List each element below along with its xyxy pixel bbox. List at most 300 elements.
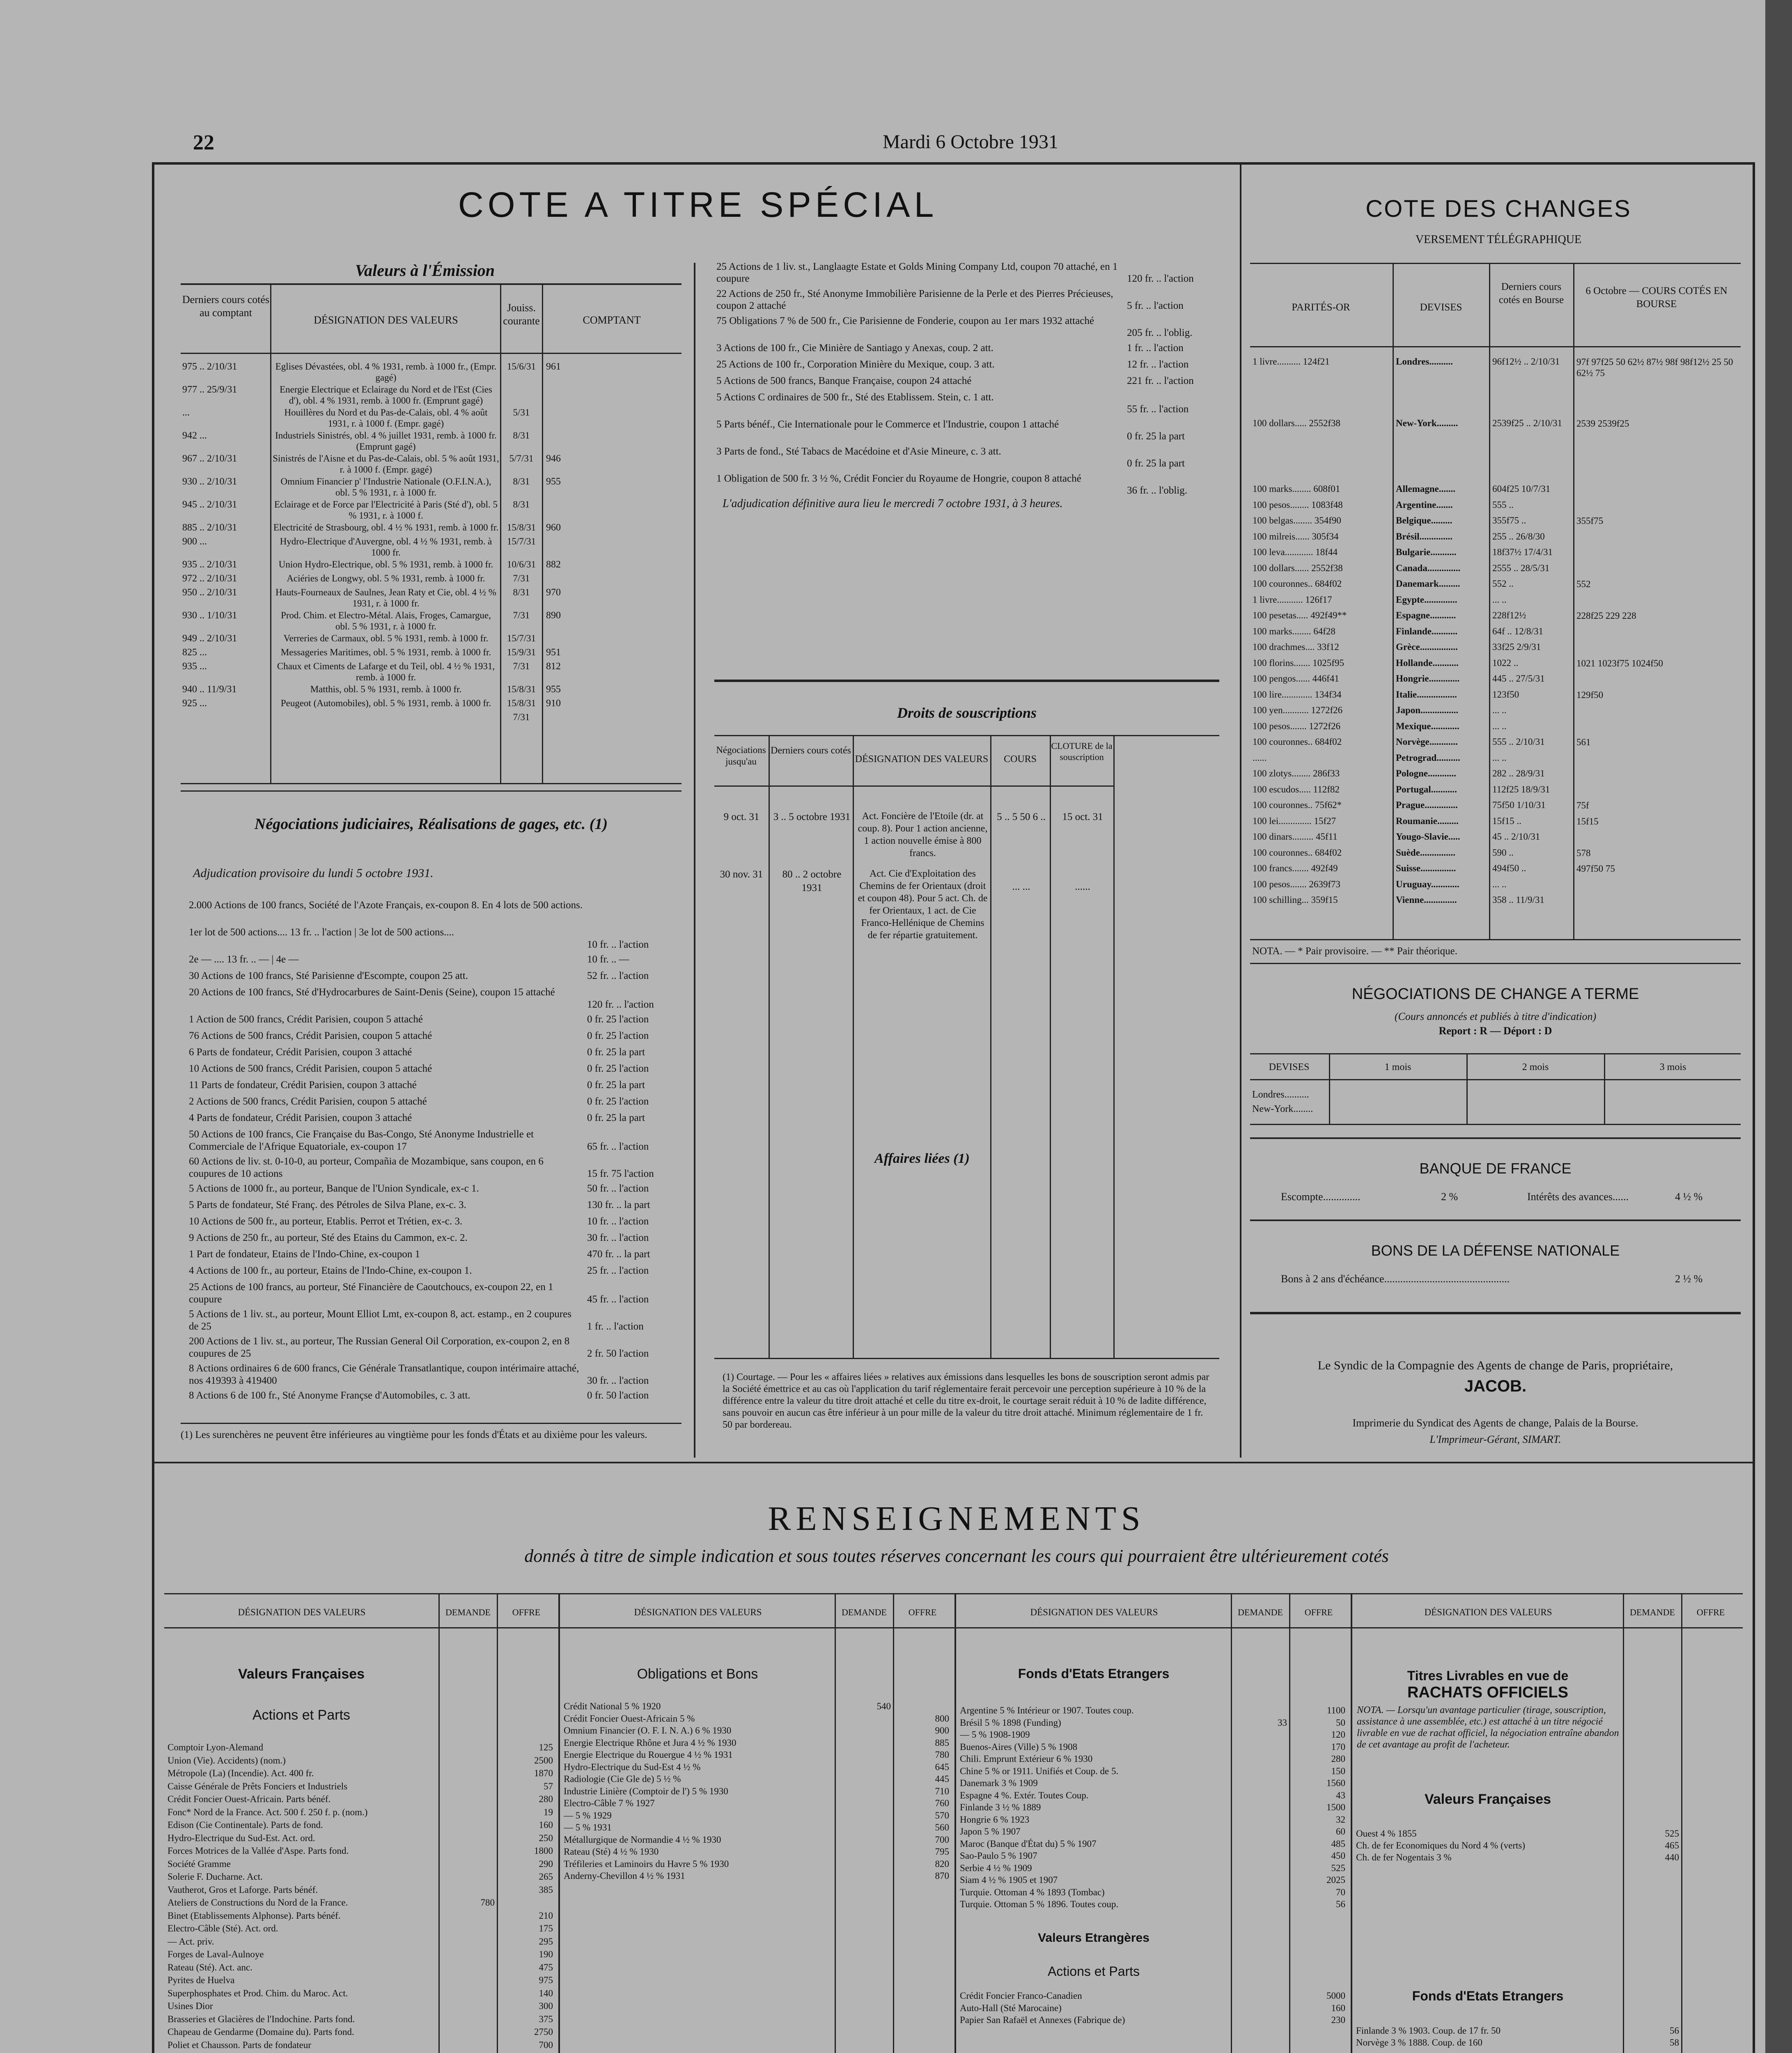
judiciaire-line-text: 1 Part de fondateur, Etains de l'Indo-Chine, ex-coupon 1 — [189, 1249, 420, 1260]
rens-row-offre: 450 — [1331, 1851, 1345, 1861]
rens-row-name: Brasseries et Glacières de l'Indochine. Parts fond. — [167, 2014, 355, 2024]
rens-row-name: Papier San Rafaël et Annexes (Fabrique de) — [960, 2015, 1125, 2025]
emission-row-jouiss: 15/8/31 — [507, 684, 536, 694]
changes-row-derniers: 590 .. — [1492, 847, 1514, 858]
banque-title: BANQUE DE FRANCE — [1419, 1160, 1572, 1177]
middle-line-price: 55 fr. .. l'action — [1127, 404, 1189, 415]
changes-row-cours: 1021 1023f75 1024f50 — [1576, 658, 1663, 668]
rens-row-offre: 43 — [1336, 1790, 1345, 1800]
droits-table — [714, 735, 1219, 1359]
rens-col1-heading2: Actions et Parts — [252, 1707, 351, 1723]
changes-row-devise: Allemagne....... — [1396, 484, 1456, 494]
rens-row-name: Energie Electrique du Rouergue 4 ½ % 1931 — [564, 1750, 733, 1760]
judiciaire-line-price: 0 fr. 25 l'action — [587, 1030, 649, 1041]
bons-label: Bons à 2 ans d'échéance............................................... — [1281, 1273, 1510, 1285]
judiciaire-line-text: 10 Actions de 500 fr., au porteur, Etablis. Perrot et Trétien, ex-c. 3. — [189, 1216, 463, 1227]
rens-row-name: Espagne 4 %. Extér. Toutes Coup. — [960, 1790, 1089, 1800]
changes-row-devise: Vienne.............. — [1396, 895, 1457, 905]
changes-row-derniers: 18f37½ 17/4/31 — [1492, 547, 1553, 557]
changes-row-derniers: 604f25 10/7/31 — [1492, 484, 1551, 494]
rens-col3-heading3: Actions et Parts — [1047, 1964, 1140, 1979]
changes-row-derniers: 494f50 .. — [1492, 863, 1526, 873]
changes-row-devise: Espagne........... — [1396, 610, 1456, 620]
emission-row-jouiss: 10/6/31 — [507, 559, 536, 570]
rens-row-offre: 560 — [935, 1822, 949, 1833]
judiciaire-line-price: 0 fr. 25 la part — [587, 1079, 645, 1091]
changes-row-parite: 100 pengos...... 446f41 — [1253, 673, 1339, 684]
middle-line-text: 5 Parts bénéf., Cie Internationale pour le Commerce et l'Industrie, coupon 1 attaché — [716, 419, 1059, 430]
rens-row-name: Union (Vie). Accidents) (nom.) — [167, 1755, 286, 1766]
emission-row-cours: 945 .. 2/10/31 — [182, 499, 237, 510]
judiciaire-line-text: 8 Actions ordinaires 6 de 600 francs, Cie Générale Transatlantique, coupon intérimaire attaché, nos 419393 à 419400 — [189, 1363, 579, 1386]
emission-row-jouiss: 8/31 — [513, 430, 530, 441]
rens-row-offre: 280 — [539, 1794, 553, 1804]
droits-row2-cloture: ...... — [1075, 881, 1090, 892]
rens-row-name: Industrie Linière (Comptoir de l') 5 % 1930 — [564, 1786, 728, 1796]
middle-line-text: 3 Actions de 100 fr., Cie Minière de Santiago y Anexas, coup. 2 att. — [716, 342, 994, 354]
changes-row-devise: Brésil.............. — [1396, 531, 1452, 542]
rens-row-offre: 265 — [539, 1872, 553, 1882]
emission-row-cours: ... — [182, 407, 190, 418]
rens-row-offre: 385 — [539, 1884, 553, 1895]
judiciaire-line-price: 30 fr. .. l'action — [587, 1375, 649, 1386]
emission-row-designation: Hauts-Fourneaux de Saulnes, Jean Raty et Cie, obl. 4 ½ % 1931, r. à 1000 fr. — [275, 587, 496, 609]
emission-row-designation: Eglises Dévastées, obl. 4 % 1931, remb. à 1000 fr., (Empr. gagé) — [275, 361, 497, 383]
rens-header-designation: DÉSIGNATION DES VALEURS — [238, 1607, 366, 1617]
rens-row-offre: 140 — [539, 1988, 553, 1998]
changes-row-parite: 100 dinars......... 45f11 — [1253, 831, 1338, 842]
page-edge — [1765, 0, 1792, 2053]
banque-avances: 4 ½ % — [1675, 1191, 1703, 1203]
rens-row-name: Hydro-Electrique du Sud-Est 4 ½ % — [564, 1761, 701, 1772]
rens-row-offre: 160 — [1331, 2002, 1345, 2013]
middle-line-text: 5 Actions C ordinaires de 500 fr., Sté des Etablissem. Stein, c. 1 att. — [716, 392, 994, 403]
rens-row-name: Anderny-Chevillon 4 ½ % 1931 — [564, 1871, 685, 1881]
judiciaire-line-text: 25 Actions de 100 francs, au porteur, Sté Financière de Caoutchoucs, ex-coupon 22, en 1 coupure — [189, 1281, 553, 1305]
adjudication-definitive: L'adjudication définitive aura lieu le mercredi 7 octobre 1931, à 3 heures. — [723, 497, 1063, 510]
changes-table — [1250, 263, 1741, 940]
middle-line-text: 5 Actions de 500 francs, Banque Française, coupon 24 attaché — [716, 375, 972, 386]
rens-row-name: Argentine 5 % Intérieur or 1907. Toutes coup. — [960, 1705, 1134, 1715]
rens-row-offre: 525 — [1331, 1862, 1345, 1873]
banque-avances-label: Intérêts des avances...... — [1527, 1191, 1629, 1203]
middle-line-price: 120 fr. .. l'action — [1127, 273, 1194, 284]
judiciaire-line-price: 470 fr. .. la part — [587, 1249, 650, 1260]
changes-row-devise: Petrograd.......... — [1396, 752, 1460, 763]
changes-row-parite: 100 marks........ 64f28 — [1253, 626, 1335, 636]
changes-row-derniers: 445 .. 27/5/31 — [1492, 673, 1545, 684]
emission-row-cours: 950 .. 2/10/31 — [182, 587, 237, 598]
judiciaire-line-text: 4 Parts de fondateur, Crédit Parisien, coupon 3 attaché — [189, 1112, 412, 1123]
rens-row-name: Fonc* Nord de la France. Act. 500 f. 250 f. p. (nom.) — [167, 1807, 368, 1817]
renseignements-table — [164, 1593, 1743, 2053]
rens-row-name: Buenos-Aires (Ville) 5 % 1908 — [960, 1741, 1078, 1752]
changes-row-derniers: ... .. — [1492, 721, 1507, 731]
emission-row-jouiss: 8/31 — [513, 587, 530, 597]
rens-row-name: Hydro-Electrique du Sud-Est. Act. ord. — [167, 1833, 315, 1843]
banque-escompte-label: Escompte.............. — [1281, 1191, 1361, 1203]
rens-row-name: Caisse Générale de Prêts Fonciers et Industriels — [167, 1781, 348, 1791]
droits-row1-cours-values: 5 .. 5 50 6 .. — [997, 811, 1046, 822]
terme-header-2mois: 2 mois — [1522, 1062, 1549, 1072]
changes-row-derniers: 64f .. 12/8/31 — [1492, 626, 1543, 636]
rens-row-offre: 210 — [539, 1910, 553, 1921]
rens-row-offre: 375 — [539, 2014, 553, 2024]
rens-row-offre: 170 — [1331, 1741, 1345, 1752]
rens-header-designation: DÉSIGNATION DES VALEURS — [1030, 1607, 1158, 1617]
terme-row-londres: Londres.......... — [1252, 1089, 1309, 1100]
judiciaire-line-price: 15 fr. 75 l'action — [587, 1168, 654, 1179]
changes-row-cours: 97f 97f25 50 62½ 87½ 98f 98f12½ 25 50 62½ 75 — [1576, 357, 1733, 378]
emission-row-cours: 935 ... — [182, 661, 207, 672]
changes-row-parite: 100 lei.............. 15f27 — [1253, 815, 1336, 826]
emission-row-comptant: 970 — [546, 587, 561, 598]
emission-row-cours: 930 .. 1/10/31 — [182, 610, 237, 621]
rens-col4-heading1b: RACHATS OFFICIELS — [1407, 1684, 1568, 1701]
rens-row-offre: 60 — [1336, 1826, 1345, 1837]
emission-row-designation: Chaux et Ciments de Lafarge et du Teil, obl. 4 ½ % 1931, remb. à 1000 fr. — [277, 661, 495, 682]
changes-row-devise: Yougo-Slavie..... — [1396, 831, 1460, 842]
droits-row1-cloture: 15 oct. 31 — [1062, 811, 1103, 822]
emission-row-designation: Omnium Financier p' l'Industrie Nationale (O.F.I.N.A.), obl. 5 % 1931, r. à 1000 fr. — [280, 476, 491, 498]
changes-row-devise: Londres.......... — [1396, 356, 1453, 367]
rens-row-demande: 525 — [1665, 1828, 1679, 1839]
changes-row-derniers: 555 .. 2/10/31 — [1492, 737, 1545, 747]
changes-row-parite: 100 schilling... 359f15 — [1253, 895, 1338, 905]
middle-line-text: 25 Actions de 100 fr., Corporation Minière du Mexique, coup. 3 att. — [716, 359, 995, 370]
gerant: L'Imprimeur-Gérant, SIMART. — [1429, 1433, 1561, 1445]
rens-row-name: Chapeau de Gendarme (Domaine du). Parts fond. — [167, 2027, 354, 2037]
judiciaire-line-price: 0 fr. 25 la part — [587, 1047, 645, 1058]
judiciaire-line-text: 20 Actions de 100 francs, Sté d'Hydrocarbures de Saint-Denis (Seine), coupon 15 attaché — [189, 987, 555, 998]
emission-header-designation: DÉSIGNATION DES VALEURS — [314, 314, 458, 326]
rens-row-name: Radiologie (Cie Gle de) 5 ½ % — [564, 1774, 681, 1784]
emission-row-cours: 967 .. 2/10/31 — [182, 453, 237, 464]
changes-row-devise: Canada.............. — [1396, 563, 1461, 573]
rens-row-offre: 280 — [1331, 1754, 1345, 1764]
rens-col4-heading3: Fonds d'Etats Etrangers — [1412, 1989, 1564, 2003]
imprimerie: Imprimerie du Syndicat des Agents de change, Palais de la Bourse. — [1352, 1417, 1638, 1429]
rens-row-name: Serbie 4 ½ % 1909 — [960, 1862, 1032, 1873]
rens-row-name: — 5 % 1929 — [564, 1810, 612, 1821]
judiciaire-line-price: 50 fr. .. l'action — [587, 1183, 649, 1194]
rens-row-name: Chine 5 % or 1911. Unifiés et Coup. de 5. — [960, 1766, 1119, 1776]
rens-row-name: — 5 % 1908-1909 — [960, 1729, 1030, 1740]
changes-row-parite: 1 livre.......... 124f21 — [1253, 356, 1330, 367]
rens-row-name: Electro-Câble (Sté). Act. ord. — [167, 1923, 278, 1934]
emission-row-jouiss: 15/8/31 — [507, 698, 536, 708]
changes-row-derniers: ... .. — [1492, 752, 1507, 763]
changes-row-parite: 100 pesos....... 2639f73 — [1253, 879, 1341, 889]
changes-row-parite: 100 leva............ 18f44 — [1253, 547, 1338, 557]
changes-row-parite: 100 dollars..... 2552f38 — [1253, 418, 1341, 428]
rens-row-offre: 19 — [544, 1807, 553, 1817]
rens-header-demande: DEMANDE — [842, 1607, 887, 1617]
rens-row-offre: 295 — [539, 1936, 553, 1947]
changes-header-parites: PARITÉS-OR — [1292, 302, 1350, 313]
emission-row-cours: 900 ... — [182, 536, 207, 547]
rens-row-name: Electro-Câble 7 % 1927 — [564, 1798, 655, 1808]
changes-row-devise: Japon................ — [1396, 705, 1459, 715]
rens-row-name: Métallurgique de Normandie 4 ½ % 1930 — [564, 1834, 721, 1845]
changes-row-parite: 100 milreis...... 305f34 — [1253, 531, 1339, 542]
droits-row2-designation: Act. Cie d'Exploitation des Chemins de fer Orientaux (droit et coupon 48). Pour 5 act. Ch. de fer Orientaux, 1 act. de Cie Franco-Hellénique de Chemins de fer répartie gratuitement. — [858, 868, 988, 941]
rens-header-demande: DEMANDE — [1630, 1607, 1675, 1617]
changes-row-derniers: ... .. — [1492, 705, 1507, 715]
emission-row-jouiss: 15/8/31 — [507, 522, 536, 533]
emission-row-designation: Industriels Sinistrés, obl. 4 % juillet 1931, remb. à 1000 fr. (Emprunt gagé) — [275, 430, 497, 452]
judiciaire-line-text: 2.000 Actions de 100 francs, Société de l'Azote Français, ex-coupon 8. En 4 lots de 500 actions. — [189, 900, 583, 911]
judiciaire-line-price: 0 fr. 25 l'action — [587, 1096, 649, 1107]
judiciaire-line-price: 25 fr. .. l'action — [587, 1265, 649, 1276]
changes-row-cours: 75f — [1576, 800, 1589, 811]
rens-row-name: Solerie F. Ducharne. Act. — [167, 1872, 263, 1882]
rens-row-offre: 57 — [544, 1781, 553, 1791]
emission-row-designation: Aciéries de Longwy, obl. 5 % 1931, remb. à 1000 fr. — [287, 573, 485, 583]
rens-row-offre: 975 — [539, 1975, 553, 1985]
rens-row-offre: 50 — [1336, 1717, 1345, 1728]
droits-subtitle: Droits de souscriptions — [897, 705, 1037, 721]
rens-row-name: Ch. de fer Economiques du Nord 4 % (verts) — [1356, 1840, 1525, 1851]
rens-row-name: Forces Motrices de la Vallée d'Aspe. Parts fond. — [167, 1846, 349, 1856]
emission-row-comptant: 960 — [546, 522, 561, 533]
middle-line-price: 36 fr. .. l'oblig. — [1127, 485, 1187, 496]
changes-row-parite: 100 lire............. 134f34 — [1253, 689, 1342, 700]
rens-col3-heading2: Valeurs Etrangères — [1038, 1931, 1150, 1945]
emission-row-cours: 977 .. 25/9/31 — [182, 384, 237, 395]
rens-row-name: Pyrites de Huelva — [167, 1975, 235, 1985]
droits-row2-cours: 80 .. 2 octobre 1931 — [782, 869, 842, 893]
emission-row-jouiss: 8/31 — [513, 499, 530, 510]
rens-row-offre: 1870 — [534, 1768, 553, 1778]
judiciaire-line-price: 52 fr. .. l'action — [587, 970, 649, 981]
emission-row-cours: 825 ... — [182, 647, 207, 658]
emission-row-comptant: 951 — [546, 647, 561, 658]
judiciaire-line-text: 30 Actions de 100 francs, Sté Parisienne d'Escompte, coupon 25 att. — [189, 970, 468, 981]
rens-header-offre: OFFRE — [1304, 1607, 1333, 1617]
rens-row-offre: 700 — [539, 2039, 553, 2050]
rens-row-name: Danemark 3 % 1909 — [960, 1778, 1038, 1788]
changes-row-parite: 100 couronnes.. 684f02 — [1253, 579, 1342, 589]
changes-row-parite: 100 pesos........ 1083f48 — [1253, 499, 1343, 510]
rens-row-offre: 570 — [935, 1810, 949, 1821]
rens-row-offre: 645 — [935, 1761, 949, 1772]
droits-row1-cours: 3 .. 5 octobre 1931 — [773, 811, 851, 822]
rens-row-offre: 56 — [1336, 1899, 1345, 1909]
emission-row-designation: Sinistrés de l'Aisne et du Pas-de-Calais, obl. 5 % août 1931, r. à 1000 f. (Empr. gagé) — [273, 453, 499, 475]
changes-row-parite: 100 couronnes.. 684f02 — [1253, 847, 1342, 858]
rens-row-offre: 190 — [539, 1949, 553, 1959]
changes-row-devise: Danemark......... — [1396, 579, 1460, 589]
emission-row-designation: Houillères du Nord et du Pas-de-Calais, obl. 4 % août 1931, r. à 1000 f. (Empr. gagé) — [284, 407, 488, 429]
rens-col4-nota: NOTA. — Lorsqu'un avantage particulier (tirage, souscription, assistance à une assemblée, etc.) est attaché à un titre négocié livrable en vue de rachat officiel, la négociation entraîne abandon de cet avantage au profit de l'acheteur. — [1357, 1705, 1619, 1750]
rens-row-offre: 1100 — [1326, 1705, 1345, 1715]
rens-row-name: Forges de Laval-Aulnoye — [167, 1949, 264, 1959]
rens-header-offre: OFFRE — [908, 1607, 937, 1617]
changes-row-derniers: 552 .. — [1492, 579, 1514, 589]
emission-header-cours: Derniers cours cotés au comptant — [182, 294, 270, 319]
changes-row-parite: 100 escudos..... 112f82 — [1253, 784, 1340, 795]
emission-row-comptant: 955 — [546, 684, 561, 695]
judiciaire-line-price: 0 fr. 25 l'action — [587, 1063, 649, 1074]
changes-row-derniers: 255 .. 26/8/30 — [1492, 531, 1545, 542]
rens-row-name: — Act. priv. — [167, 1936, 214, 1947]
changes-row-devise: Argentine....... — [1396, 499, 1453, 510]
rens-row-demande: 33 — [1278, 1717, 1287, 1728]
emission-row-designation: Verreries de Carmaux, obl. 5 % 1931, remb. à 1000 fr. — [283, 633, 489, 643]
judiciaires-subtitle: Négociations judiciaires, Réalisations de gages, etc. (1) — [254, 815, 608, 833]
judiciaire-line-text: 5 Parts de fondateur, Sté Franç. des Pétroles de Silva Plane, ex-c. 3. — [189, 1199, 466, 1210]
affaires-subtitle: Affaires liées (1) — [874, 1151, 970, 1166]
emission-row-jouiss: 5/31 — [513, 407, 530, 418]
terme-title: NÉGOCIATIONS DE CHANGE A TERME — [1351, 985, 1639, 1003]
rens-row-name: Finlande 3 % 1903. Coup. de 17 fr. 50 — [1356, 2025, 1501, 2036]
emission-row-jouiss: 7/31 — [513, 712, 530, 722]
changes-row-cours: 561 — [1576, 737, 1591, 747]
changes-row-parite: 100 couronnes.. 684f02 — [1253, 737, 1342, 747]
changes-row-devise: Italie................. — [1396, 689, 1457, 700]
renseignements-title: RENSEIGNEMENTS — [768, 1500, 1145, 1538]
rens-row-name: Sao-Paulo 5 % 1907 — [960, 1851, 1037, 1861]
rens-row-name: Finlande 3 ½ % 1889 — [960, 1802, 1041, 1812]
changes-row-parite: 100 francs....... 492f49 — [1253, 863, 1338, 873]
emission-row-jouiss: 15/7/31 — [507, 536, 536, 547]
rens-row-name: Maroc (Banque d'État du) 5 % 1907 — [960, 1838, 1097, 1849]
changes-row-devise: Roumanie......... — [1396, 815, 1459, 826]
terme-header-3mois: 3 mois — [1659, 1062, 1686, 1072]
changes-title: COTE DES CHANGES — [1365, 195, 1631, 222]
rens-row-offre: 160 — [539, 1820, 553, 1830]
rens-row-name: Hongrie 6 % 1923 — [960, 1814, 1030, 1825]
rens-row-offre: 800 — [935, 1713, 949, 1724]
rens-row-name: Norvège 3 % 1888. Coup. de 160 — [1356, 2037, 1482, 2048]
emission-row-jouiss: 15/9/31 — [507, 647, 536, 657]
changes-row-devise: Suède............... — [1396, 847, 1456, 858]
emission-row-designation: Eclairage et de Force par l'Electricité à Paris (Sté d'), obl. 5 % 1931, r. à 1000 f. — [274, 499, 498, 521]
changes-row-devise: Uruguay............ — [1396, 879, 1459, 889]
rens-col3-heading1: Fonds d'Etats Etrangers — [1018, 1666, 1170, 1681]
middle-line-text: 22 Actions de 250 fr., Sté Anonyme Immobilière Parisienne de la Perle et des Pierres Précieuses, coupon 2 attaché — [716, 288, 1113, 311]
emission-row-comptant: 812 — [546, 661, 561, 672]
rens-row-name: Edison (Cie Continentale). Parts de fond. — [167, 1820, 323, 1830]
changes-row-devise: Hongrie............. — [1396, 673, 1460, 684]
changes-header-cours: 6 Octobre — COURS COTÉS EN BOURSE — [1585, 285, 1728, 310]
judiciaire-line-price: 2 fr. 50 l'action — [587, 1348, 649, 1359]
judiciaire-line-price: 130 fr. .. la part — [587, 1199, 650, 1210]
rens-row-offre: 32 — [1336, 1814, 1345, 1825]
terme-subtitle: (Cours annoncés et publiés à titre d'indication) — [1394, 1010, 1597, 1022]
middle-line-text: 75 Obligations 7 % de 500 fr., Cie Parisienne de Fonderie, coupon au 1er mars 1932 attaché — [716, 315, 1094, 326]
rens-row-name: — 5 % 1931 — [564, 1822, 612, 1833]
changes-row-devise: Mexique............ — [1396, 721, 1459, 731]
emission-row-designation: Hydro-Electrique d'Auvergne, obl. 4 ½ % 1931, remb. à 1000 fr. — [280, 536, 492, 558]
rens-col2-heading: Obligations et Bons — [637, 1666, 758, 1682]
rens-row-offre: 1800 — [534, 1846, 553, 1856]
emission-row-comptant: 955 — [546, 476, 561, 487]
changes-row-parite: 100 zlotys........ 286f33 — [1253, 768, 1340, 778]
rens-row-name: Société Gramme — [167, 1858, 231, 1869]
rens-row-offre: 445 — [935, 1774, 949, 1784]
rens-row-offre: 2750 — [534, 2027, 553, 2037]
changes-row-derniers: 282 .. 28/9/31 — [1492, 768, 1545, 778]
changes-nota: NOTA. — * Pair provisoire. — ** Pair théorique. — [1252, 946, 1457, 957]
emission-row-cours: 925 ... — [182, 698, 207, 709]
rens-row-name: Crédit Foncier Ouest-Africain 5 % — [564, 1713, 695, 1724]
rens-row-offre: 760 — [935, 1798, 949, 1808]
changes-row-cours: 552 — [1576, 579, 1591, 589]
rens-row-offre: 475 — [539, 1962, 553, 1973]
rens-row-name: Crédit Foncier Franco-Canadien — [960, 1991, 1082, 2001]
page-number: 22 — [193, 131, 214, 154]
judiciaire-line-text: 4 Actions de 100 fr., au porteur, Etains de l'Indo-Chine, ex-coupon 1. — [189, 1265, 472, 1276]
judiciaire-line-text: 10 Actions de 500 francs, Crédit Parisien, coupon 5 attaché — [189, 1063, 432, 1074]
changes-header-devises: DEVISES — [1420, 302, 1462, 313]
judiciaire-line-price: 0 fr. 25 l'action — [587, 1014, 649, 1025]
rens-row-name: Auto-Hall (Sté Marocaine) — [960, 2002, 1062, 2013]
droits-header-designation: DÉSIGNATION DES VALEURS — [855, 754, 989, 765]
syndic-name: JACOB. — [1464, 1377, 1527, 1395]
rens-row-offre: 300 — [539, 2001, 553, 2011]
judiciaire-line-text: 200 Actions de 1 liv. st., au porteur, The Russian General Oil Corporation, ex-coupon 2, en 8 coupures de 25 — [189, 1336, 570, 1359]
emission-row-cours: 975 .. 2/10/31 — [182, 361, 237, 372]
renseignements-subtitle: donnés à titre de simple indication et sous toutes réserves concernant les cours qui pourraient être ultérieurement cotés — [524, 1546, 1389, 1566]
changes-row-devise: Belgique......... — [1396, 515, 1452, 526]
judiciaire-line-text: 5 Actions de 1000 fr., au porteur, Banque de l'Union Syndicale, ex-c 1. — [189, 1183, 479, 1194]
judiciaire-line-text: 8 Actions 6 de 100 fr., Sté Anonyme Françse d'Automobiles, c. 3 att. — [189, 1390, 470, 1401]
emission-row-comptant: 946 — [546, 453, 561, 464]
middle-line-price: 0 fr. 25 la part — [1127, 431, 1185, 442]
changes-row-derniers: 358 .. 11/9/31 — [1492, 895, 1544, 905]
rens-row-name: Chili. Emprunt Extérieur 6 % 1930 — [960, 1754, 1093, 1764]
emission-row-jouiss: 7/31 — [513, 573, 530, 583]
rens-row-offre: 290 — [539, 1858, 553, 1869]
emission-row-designation: Energie Electrique et Eclairage du Nord et de l'Est (Cies d'), obl. 4 % 1931, remb. à 1000 fr. (Emprunt gagé) — [280, 384, 492, 406]
rens-row-offre: 120 — [1331, 1729, 1345, 1740]
droits-row2-negociation: 30 nov. 31 — [720, 869, 763, 880]
emission-row-jouiss: 7/31 — [513, 610, 530, 620]
changes-row-devise: Suisse............... — [1396, 863, 1456, 873]
emission-row-designation: Union Hydro-Electrique, obl. 5 % 1931, remb. à 1000 fr. — [278, 559, 493, 570]
changes-row-derniers: 96f12½ .. 2/10/31 — [1492, 356, 1560, 367]
rens-row-name: Energie Electrique Rhône et Jura 4 ½ % 1930 — [564, 1737, 737, 1748]
emission-row-designation: Messageries Maritimes, obl. 5 % 1931, remb. à 1000 fr. — [280, 647, 491, 657]
emission-header-comptant: COMPTANT — [583, 314, 641, 326]
rens-row-demande: 58 — [1670, 2037, 1679, 2048]
changes-row-devise: Grèce................ — [1396, 642, 1458, 652]
rens-row-offre: 700 — [935, 1834, 949, 1845]
judiciaire-line-text: 1er lot de 500 actions.... 13 fr. .. l'action | 3e lot de 500 actions.... — [189, 927, 454, 938]
rens-row-offre: 125 — [539, 1742, 553, 1752]
rens-row-name: Usines Dior — [167, 2001, 213, 2011]
changes-row-derniers: 555 .. — [1492, 499, 1514, 510]
rens-row-name: Superphosphates et Prod. Chim. du Maroc. Act. — [167, 1988, 348, 1998]
rens-row-name: Crédit Foncier Ouest-Africain. Parts bénéf. — [167, 1794, 331, 1804]
changes-row-derniers: 45 .. 2/10/31 — [1492, 831, 1540, 842]
rens-row-demande: 540 — [876, 1701, 891, 1711]
rens-row-name: Binet (Etablissements Alphonse). Parts bénéf. — [167, 1910, 341, 1921]
changes-row-devise: Portugal........... — [1396, 784, 1457, 795]
rens-row-offre: 820 — [935, 1858, 949, 1869]
rens-row-offre: 885 — [935, 1737, 949, 1748]
divider-renseignements — [154, 1462, 1753, 1463]
emission-row-cours: 949 .. 2/10/31 — [182, 633, 237, 644]
rens-row-offre: 795 — [935, 1846, 949, 1857]
rens-col4-heading2: Valeurs Françaises — [1424, 1791, 1551, 1807]
judiciaire-line-price: 0 fr. 50 l'action — [587, 1390, 649, 1401]
rens-row-name: Ch. de fer Nogentais 3 % — [1356, 1852, 1452, 1862]
adjudication-provisoire: Adjudication provisoire du lundi 5 octobre 1931. — [193, 866, 434, 880]
middle-line-price: 0 fr. 25 la part — [1127, 458, 1185, 469]
